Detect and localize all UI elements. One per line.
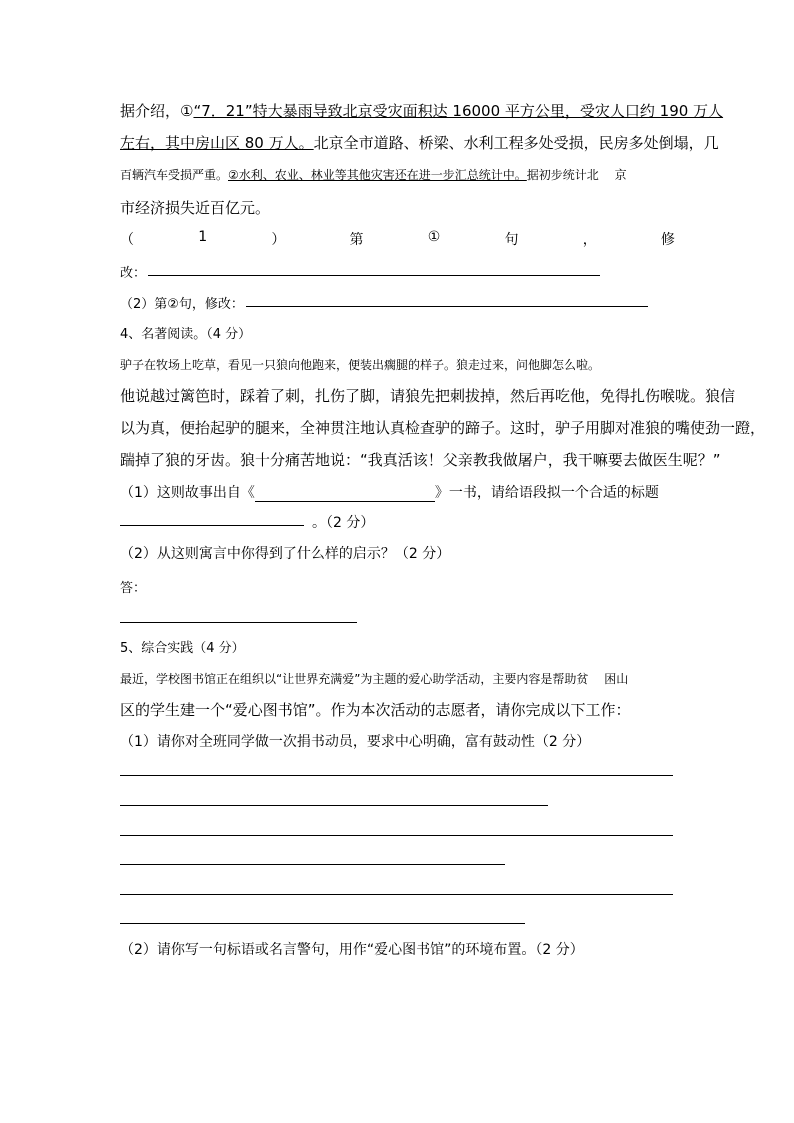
q1-part: （ [120, 232, 134, 248]
writing-line[interactable] [120, 835, 673, 836]
answer-line-q4-2[interactable] [120, 622, 357, 623]
book-title-blank[interactable] [255, 485, 435, 502]
q1-part: ① [427, 229, 441, 245]
passage-line-4: 市经济损失近百亿元。 [120, 199, 271, 217]
q1-part: ） [271, 232, 286, 248]
passage-line-3 [120, 166, 627, 183]
passage-text: 据初步统计北 京 [526, 168, 627, 182]
passage-sentence-1-part: “7．21”特大暴雨导致北京受灾面积达 16000 平方公里，受灾人口约 190 万人 [193, 102, 724, 120]
answer-line-q2[interactable] [246, 306, 648, 307]
passage-text: 北京全市道路、桥梁、水利工程多处受损，民房多处倒塌，几 [313, 134, 719, 152]
q1-part: 1 [198, 229, 208, 245]
question-4-2: （2）从这则寓言中你得到了什么样的启示？（2 分） [120, 546, 451, 562]
q1-part: 修 [660, 232, 675, 248]
story-line-2: 他说越过篱笆时，踩着了刺，扎伤了脚，请狼先把刺拔掉，然后再吃他，免得扎伤喉咙。狼信 [120, 387, 736, 405]
question-4-1 [120, 482, 659, 502]
passage-text: 百辆汽车受损严重。 [120, 168, 229, 182]
q1-part: ， [582, 232, 597, 248]
question-2: （2）第②句，修改： [120, 297, 244, 312]
question-1-line [120, 229, 675, 249]
q1-part: 第 [349, 232, 364, 248]
q1-part: 句 [504, 232, 519, 248]
q4-1-start: （1）这则故事出自《 [120, 485, 255, 501]
passage-sentence-1-end: 左右，其中房山区 80 万人。 [120, 134, 314, 152]
story-line-3: 以为真，便抬起驴的腿来，全神贯注地认真检查驴的蹄子。这时，驴子用脚对准狼的嘴使劲一蹬， [120, 419, 766, 437]
q4-1-score: 。（2 分） [312, 515, 375, 531]
passage-intro: 据介绍，① [120, 102, 194, 120]
writing-line[interactable] [120, 775, 673, 776]
title-answer-line[interactable] [120, 525, 304, 526]
question-1-cont: 改： [120, 266, 147, 281]
q4-1-end: 》一书，请给语段拟一个合适的标题 [434, 485, 659, 501]
question-5-2: （2）请你写一句标语或名言警句，用作“爱心图书馆”的环境布置。（2 分） [120, 942, 584, 958]
passage-sentence-2: ②水利、农业、林业等其他灾害还在进一步汇总统计中。 [228, 168, 527, 182]
section-5-title: 5、综合实践（4 分） [120, 641, 245, 656]
context-line-1: 最近，学校图书馆正在组织以“让世界充满爱”为主题的爱心助学活动，主要内容是帮助贫 困山 [120, 672, 629, 686]
context-line-2: 区的学生建一个“爱心图书馆”。作为本次活动的志愿者，请你完成以下工作： [120, 701, 631, 719]
story-line-1: 驴子在牧场上吃草，看见一只狼向他跑来，便装出瘸腿的样子。狼走过来，问他脚怎么啦。 [120, 358, 601, 372]
writing-line[interactable] [120, 805, 548, 806]
story-line-4: 踹掉了狼的牙齿。狼十分痛苦地说：“我真活该！父亲教我做屠户，我干嘛要去做医生呢？” [120, 451, 721, 469]
writing-line[interactable] [120, 923, 525, 924]
section-4-title: 4、名著阅读。（4 分） [120, 327, 252, 342]
writing-line[interactable] [120, 864, 505, 865]
passage-line-1 [120, 100, 723, 121]
answer-label: 答： [120, 581, 147, 596]
writing-line[interactable] [120, 894, 673, 895]
question-5-1: （1）请你对全班同学做一次捐书动员，要求中心明确，富有鼓动性（2 分） [120, 734, 591, 750]
answer-line-q1[interactable] [148, 275, 600, 276]
passage-line-2 [120, 132, 719, 153]
